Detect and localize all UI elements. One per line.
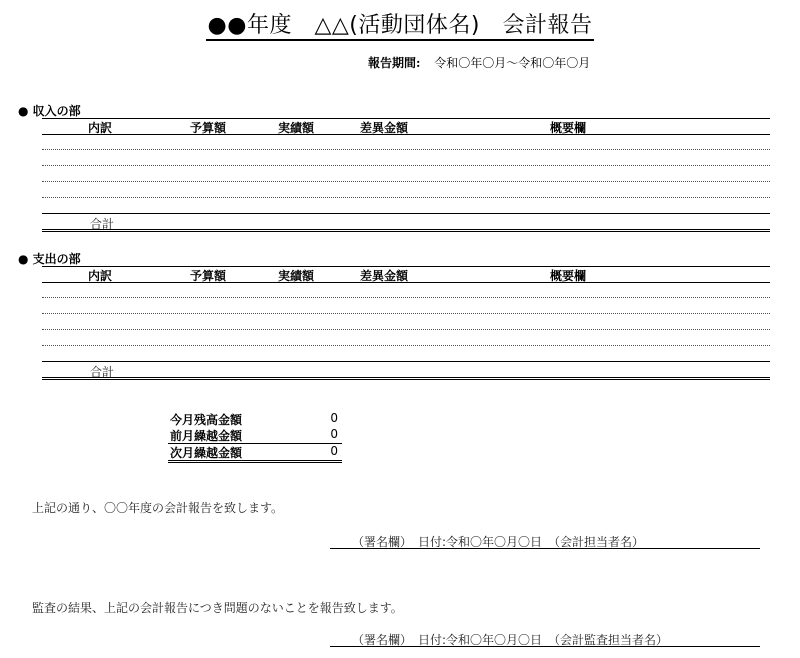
expense-col-actual: 実績額 — [278, 269, 315, 283]
auditor-signature-line — [330, 646, 760, 647]
summary-value: 0 — [330, 427, 338, 441]
summary-value: 0 — [330, 444, 338, 458]
expense-col-summary: 概要欄 — [550, 269, 587, 283]
auditor-signature-field: （署名欄） 日付:令和〇年〇月〇日 （会計監査担当者名） — [352, 633, 669, 647]
accountant-signature-field: （署名欄） 日付:令和〇年〇月〇日 （会計担当者名） — [352, 535, 645, 549]
expense-section-label: ● 支出の部 — [18, 252, 81, 266]
income-col-actual: 実績額 — [278, 121, 315, 135]
report-period-value: 令和〇年〇月～令和〇年〇月 — [434, 56, 591, 70]
expense-col-budget: 予算額 — [190, 269, 227, 283]
summary-row-next-carryover — [168, 444, 342, 463]
income-total-label: 合計 — [90, 217, 115, 231]
table-row — [42, 197, 770, 198]
income-table — [42, 118, 770, 234]
income-section-label: ● 収入の部 — [18, 104, 81, 118]
summary-label: 今月残高金額 — [170, 413, 243, 427]
expense-total-label: 合計 — [90, 365, 115, 379]
summary-value: 0 — [330, 411, 338, 425]
expense-bottom-double-rule — [42, 377, 770, 380]
table-row — [42, 345, 770, 346]
income-bottom-double-rule — [42, 229, 770, 232]
income-header-rule — [42, 134, 770, 135]
report-statement: 上記の通り、〇〇年度の会計報告を致します。 — [32, 501, 284, 515]
summary-row-prev-carryover — [168, 427, 342, 444]
income-col-breakdown: 内訳 — [88, 121, 113, 135]
table-row — [42, 297, 770, 298]
table-row — [42, 329, 770, 330]
summary-block — [168, 411, 342, 463]
table-row — [42, 149, 770, 150]
income-col-difference: 差異金額 — [360, 121, 409, 135]
expense-col-breakdown: 内訳 — [88, 269, 113, 283]
audit-statement: 監査の結果、上記の会計報告につき問題のないことを報告致します。 — [32, 601, 403, 615]
report-period — [368, 54, 590, 71]
summary-row-current-balance — [168, 411, 342, 427]
income-col-summary: 概要欄 — [550, 121, 587, 135]
table-row — [42, 181, 770, 182]
expense-table — [42, 266, 770, 382]
summary-label: 次月繰越金額 — [170, 446, 243, 460]
table-row — [42, 313, 770, 314]
report-period-label: 報告期間: — [368, 56, 421, 70]
document-title: ●●年度 △△(活動団体名) 会計報告 — [0, 8, 800, 39]
expense-total-rule — [42, 361, 770, 362]
accountant-signature-line — [330, 548, 760, 549]
expense-col-difference: 差異金額 — [360, 269, 409, 283]
income-total-rule — [42, 213, 770, 214]
summary-label: 前月繰越金額 — [170, 429, 243, 443]
income-col-budget: 予算額 — [190, 121, 227, 135]
table-row — [42, 165, 770, 166]
expense-header-rule — [42, 282, 770, 283]
